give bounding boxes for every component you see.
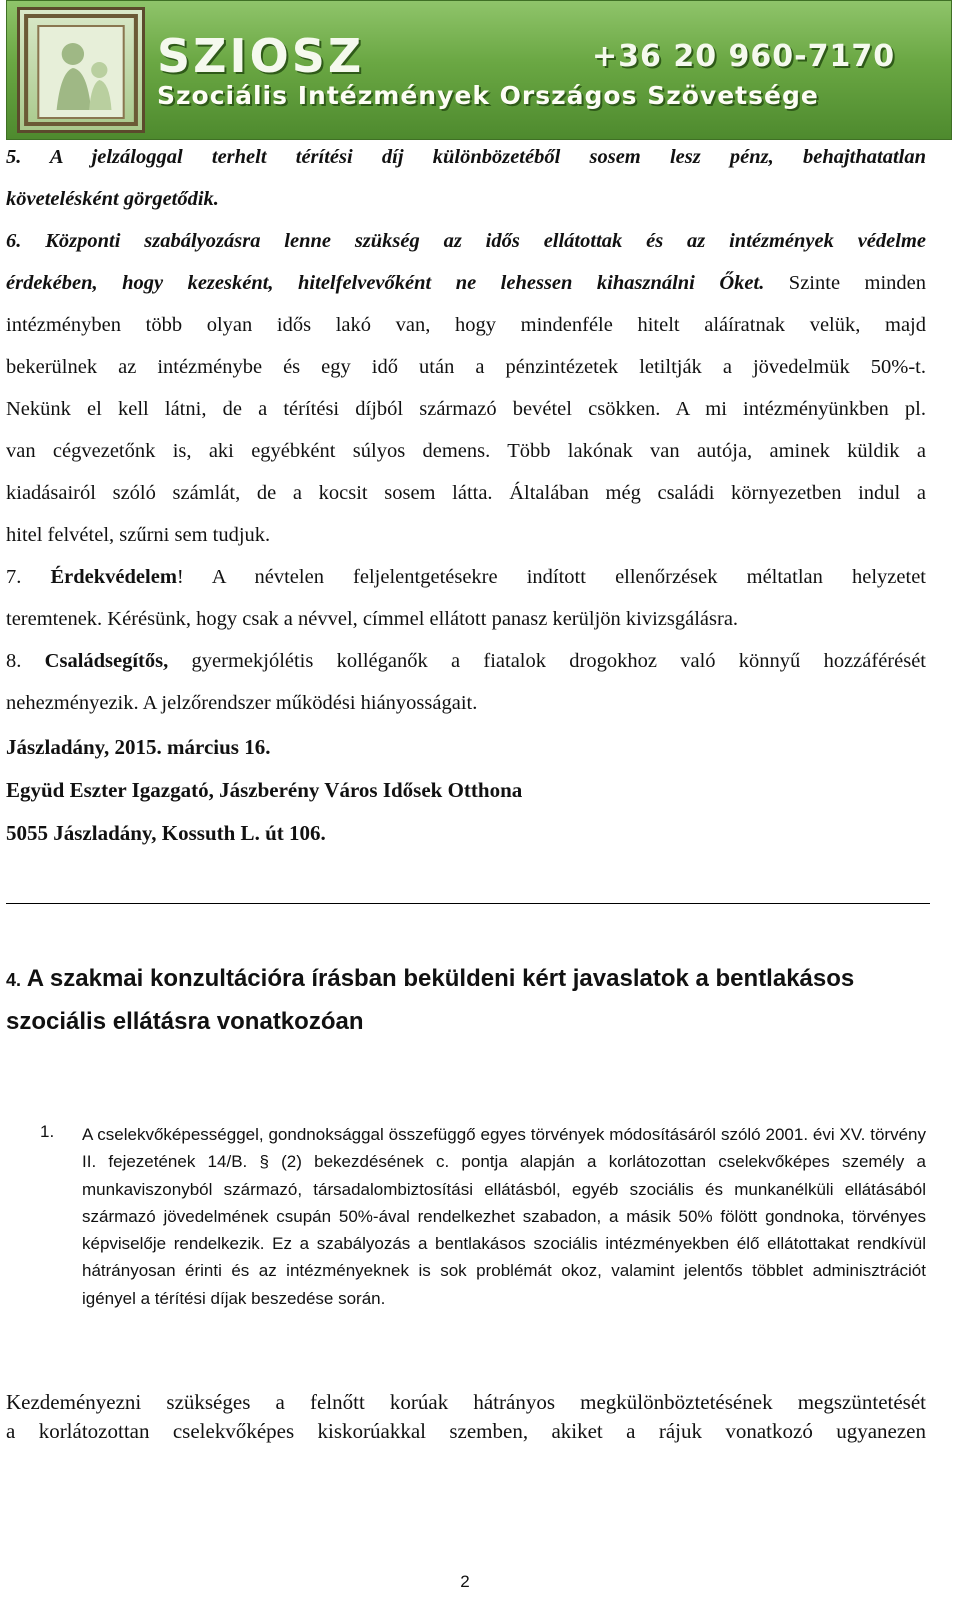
phone-number: +36 20 960-7170 [592,39,896,74]
point-7-number: 7. [6,566,22,588]
page-number: 2 [460,1572,470,1591]
point-6-line-1: 6. Központi szabályozásra lenne szükség az idős ellátottak és az intézmények védelme [6,230,926,252]
signature-address: 5055 Jászladány, Kossuth L. út 106. [6,821,326,845]
point-7-line-2: teremtenek. Kérésünk, hogy csak a névvel, címmel ellátott panasz kerüljön kivizsgálásra. [6,608,739,630]
org-name: SZIOSZ [157,29,365,83]
point-7-line-1 [6,566,926,589]
point-5-line-1: 5. A jelzáloggal terhelt térítési díj különbözetéből sosem lesz pénz, behajthatatlan [6,146,926,168]
point-8-line-2: nehezményezik. A jelzőrendszer működési hiányosságait. [6,692,478,714]
point-7-line-1-rest: ! A névtelen feljelentgetésekre indított ellenőrzések méltatlan helyzetet [176,566,926,588]
point-6-line-2 [6,272,926,295]
point-6-line-6: van cégvezetőnk is, aki egyébként súlyos demens. Több lakónak van autója, aminek küldik a [6,440,926,462]
section-title: A szakmai konzultációra írásban beküldeni kért javaslatok a bentlakásos szociális ellátásra vonatkozóan [6,965,855,1035]
point-8-number: 8. [6,650,22,672]
logo-icon [17,7,145,133]
point-6-line-8: hitel felvétel, szűrni sem tudjuk. [6,524,271,546]
point-7-bold: Érdekvédelem [50,566,177,588]
closing-line-1: Kezdeményezni szükséges a felnőtt korúak hátrányos megkülönböztetésének megszüntetését [6,1390,926,1414]
section-number: 4. [6,970,22,990]
point-6-line-5: Nekünk el kell látni, de a térítési díjból származó bevétel csökken. A mi intézményünkben pl. [6,398,926,420]
closing-line-2: a korlátozottan cselekvőképes kiskorúakkal szemben, akiket a rájuk vonatkozó ugyanezen [6,1419,926,1443]
point-6-line-4: bekerülnek az intézménybe és egy idő után a pénzintézetek letiltják a jövedelmük 50%-t. [6,356,926,378]
point-6-line-7: kiadásairól szóló számlát, de a kocsit sosem látta. Általában még családi környezetben indul a [6,482,926,504]
point-6-line-2-rest: Szinte minden [788,272,926,294]
list-item-text: A cselekvőképességgel, gondnoksággal összefüggő egyes törvények módosításáról szóló 2001. évi XV. törvény II. fejezetének 14/B. § (2) bekezdésének c. pontja alapján a korlátozottan cselekvőképes személy a munkaviszonyból származó, társadalombiztosítási ellátásból, egyéb szociális és munkanélküli ellátásából származó jövedelmének csupán 50%-ával rendelkezhet szabadon, a másik 50% fölött gondnoka, törvényes képviselője rendelkezik. Ez a szabályozás a bentlakásos szociális intézményekben élő ellátottakat rendkívül hátrányosan érinti és az intézményeknek is sok problémát okoz, valamint jelentős többlet adminisztrációt igényel a térítési díjak beszedése során. [82,1125,926,1308]
signature-place-date: Jászladány, 2015. március 16. [6,735,271,759]
section-divider [6,903,930,904]
point-6-line-3: intézményben több olyan idős lakó van, hogy mindenféle hitelt aláíratnak velük, majd [6,314,926,336]
list-item-number: 1. [40,1122,55,1141]
section-heading [6,958,926,1042]
point-8-line-1-rest: gyermekjólétis kolléganők a fiatalok drogokhoz való könnyű hozzáférését [191,650,926,672]
signature-author: Együd Eszter Igazgató, Jászberény Város Idősek Otthona [6,778,523,802]
point-8-line-1 [6,650,926,673]
header-banner [6,0,952,140]
org-full-name: Szociális Intézmények Országos Szövetsége [157,81,819,110]
point-8-bold: Családsegítős, [44,650,169,672]
point-6-emphasis: érdekében, hogy kezesként, hitelfelvevőként ne lehessen kihasználni Őket. [6,272,765,294]
point-5-line-2: követelésként görgetődik. [6,188,219,210]
